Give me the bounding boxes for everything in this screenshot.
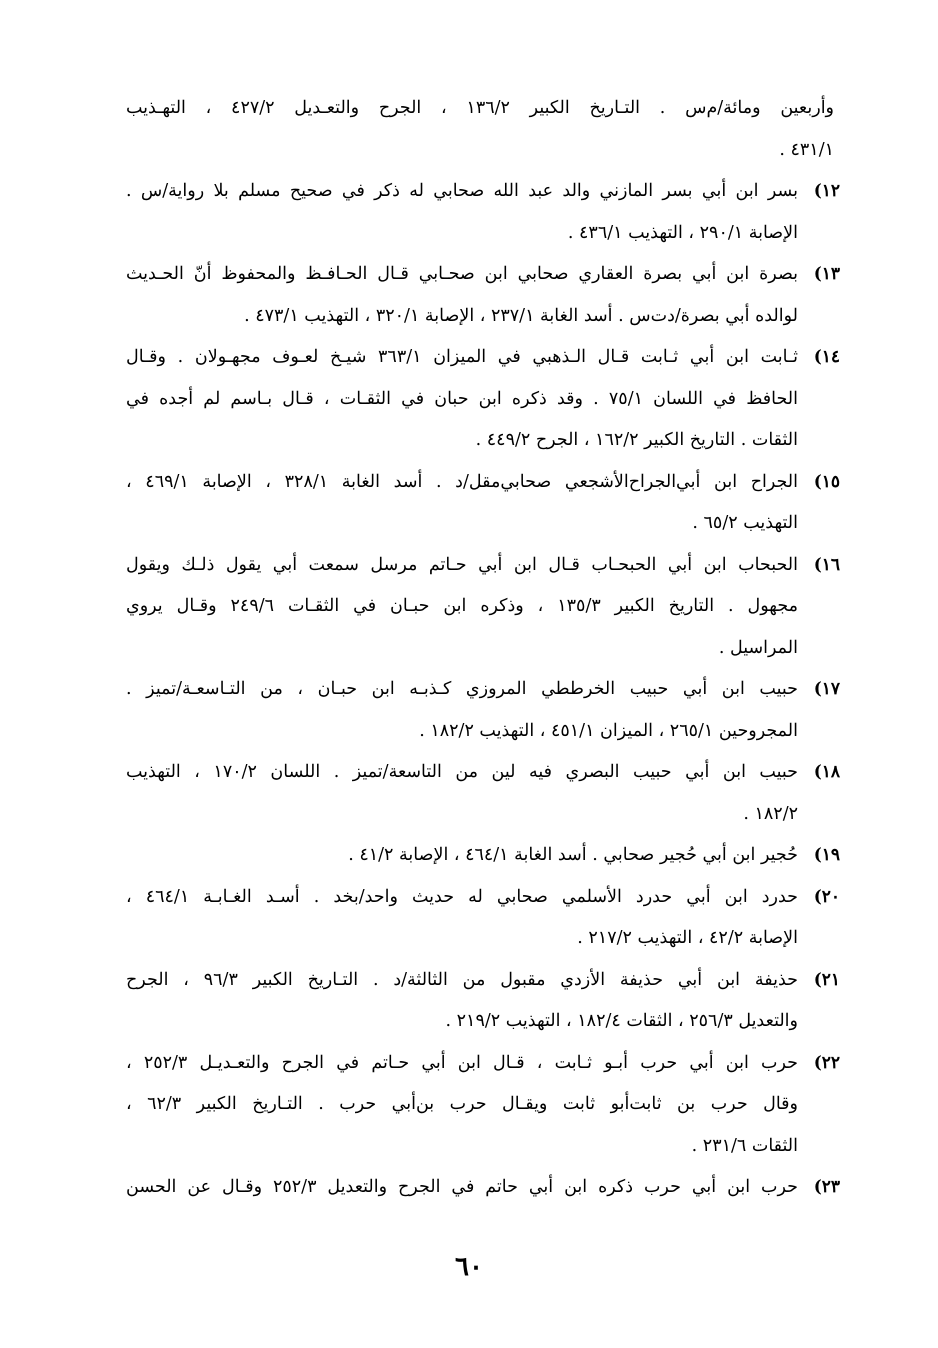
text-line: حرب ابن أبي حرب أبـو ثـابت ، قـال ابن أبي حـاتم في الجرح والتعـديـل ٢٥٢/٣ ، bbox=[126, 1052, 798, 1073]
footnote-entry bbox=[126, 960, 840, 1043]
text-line: وقال حرب بن ثابت‌أبو ثابت ويقـال حرب بن‌أبي حرب . التـاريخ الكبير ٦٢/٣ ، bbox=[126, 1094, 798, 1114]
footnote-entry bbox=[126, 835, 840, 877]
text-line: المراسيل . bbox=[718, 637, 798, 658]
footnote-number: ١٨) bbox=[813, 762, 840, 782]
text-line: التهذيب ٦٥/٢ . bbox=[692, 513, 798, 533]
footnote-number: ١٤) bbox=[813, 347, 840, 367]
footnote-number: ٢٠) bbox=[813, 886, 840, 907]
text-line: حذيفة ابن أبي حذيفة الأزدي مقبول من الثالثة/د . التـاريخ الكبير ٩٦/٣ ، الجرح bbox=[126, 969, 798, 990]
text-line: بصرة ابن أبي بصرة العقاري صحابي ابن صحـابي قـال الحـافـظ والمحفوظ أنّ الحـديث bbox=[126, 264, 798, 284]
footnote-number: ١٩) bbox=[813, 845, 840, 865]
text-line: لوالده أبي بصرة/دت‌س . أسد الغابة ٢٣٧/١ ، الإصابة ٣٢٠/١ ، التهذيب ٤٧٣/١ . bbox=[244, 305, 798, 326]
text-line: وأربعين ومائة/م‌س . التـاريخ الكبير ١٣٦/٢ ، الجرح والتعـديل ٤٢٧/٢ ، التهـذيب bbox=[126, 98, 835, 118]
footnote-entry bbox=[126, 1043, 840, 1168]
text-line: الحافظ في اللسان ٧٥/١ . وقد ذكره ابن حبان في الثقـات ، قـال بـاسم لم أجده في bbox=[126, 388, 799, 409]
text-line: حرب ابن أبي حرب ذكره ابن أبي حاتم في الجرح والتعديل ٢٥٢/٣ وقـال عن الحسن bbox=[126, 1177, 798, 1197]
footnote-entry bbox=[126, 254, 840, 337]
footnote-entry bbox=[126, 462, 840, 545]
text-line: والتعديل ٢٥٦/٣ ، الثقات ١٨٢/٤ ، التهذيب ٢١٩/٢ . bbox=[445, 1011, 798, 1031]
footnote-entry bbox=[126, 545, 840, 670]
footnote-number: ٢١) bbox=[813, 969, 840, 990]
footnote-number: ٢٢) bbox=[813, 1052, 840, 1073]
text-line: الإصابة ٢٩٠/١ ، التهذيب ٤٣٦/١ . bbox=[567, 222, 798, 243]
text-line: حُجير ابن أبي حُجير صحابي . أسد الغابة ٤٦٤/١ ، الإصابة ٤١/٢ . bbox=[348, 845, 798, 865]
text-line: حبيب ابن أبي حبيب البصري فيه لين من التاسعة/تميز . اللسان ١٧٠/٢ ، التهذيب bbox=[126, 762, 798, 782]
footnote-number: ١٦) bbox=[813, 554, 840, 575]
footnote-entry bbox=[126, 171, 840, 254]
footnote-number: ١٥) bbox=[813, 471, 840, 492]
text-line: مجهول . التاريخ الكبير ١٣٥/٣ ، وذكره ابن حبـان في الثقـات ٢٤٩/٦ وقـال يروي bbox=[126, 596, 799, 616]
footnote-list bbox=[126, 88, 840, 1209]
text-line: الجراح ابن أبي‌الجراح‌الأشجعي صحابي‌مقل/د . أسد الغابة ٣٢٨/١ ، الإصابة ٤٦٩/١ ، bbox=[126, 471, 798, 492]
footnote-number: ١٣) bbox=[813, 264, 840, 284]
footnote-entry bbox=[126, 669, 840, 752]
footnote-entry bbox=[126, 337, 840, 462]
footnote-number: ٢٣) bbox=[813, 1177, 840, 1197]
text-line: الثقات ٢٣١/٦ . bbox=[691, 1135, 798, 1156]
footnote-number: ١٧) bbox=[813, 679, 840, 699]
page-number: ٦٠ bbox=[455, 1252, 483, 1282]
text-line: حبيب ابن أبي حبيب الخرططي المروزي كـذبـه ابن حبـان ، من التـاسعـة/تميز . bbox=[126, 679, 798, 699]
footnote-number: ١٢) bbox=[813, 181, 840, 201]
footnote-continuation bbox=[126, 88, 834, 171]
text-line: بسر ابن أبي بسر المازني والد عبد الله صحابي له ذكر في صحيح مسلم بلا رواية/س . bbox=[126, 181, 798, 201]
text-line: الإصابة ٤٢/٢ ، التهذيب ٢١٧/٢ . bbox=[577, 928, 798, 948]
text-line: المجروحين ٢٦٥/١ ، الميزان ٤٥١/١ ، التهذيب ١٨٢/٢ . bbox=[419, 720, 798, 741]
text-line: الحبحاب ابن أبي الحبحـاب قـال ابن أبي حـاتم مرسل سمعت أبي يقول ذلـك ويقول bbox=[126, 554, 798, 575]
text-line: ٤٣١/١ . bbox=[779, 139, 834, 160]
footnote-entry bbox=[126, 1167, 840, 1209]
text-line: ١٨٢/٢ . bbox=[743, 803, 798, 824]
text-line: حدرد ابن أبي حدرد الأسلمي صحابي له حديث واحد/بخد . أسـد الغـابـة ٤٦٤/١ ، bbox=[126, 886, 798, 907]
text-line: الثقات . التاريخ الكبير ١٦٢/٢ ، الجرح ٤٤٩/٢ . bbox=[475, 430, 798, 450]
footnote-entry bbox=[126, 752, 840, 835]
footnote-entry bbox=[126, 877, 840, 960]
text-line: ثـابت ابن أبي ثـابت قـال الـذهبي في الميزان ٣٦٣/١ شيـخ لعـوف مجهـولان . وقـال bbox=[126, 347, 798, 367]
